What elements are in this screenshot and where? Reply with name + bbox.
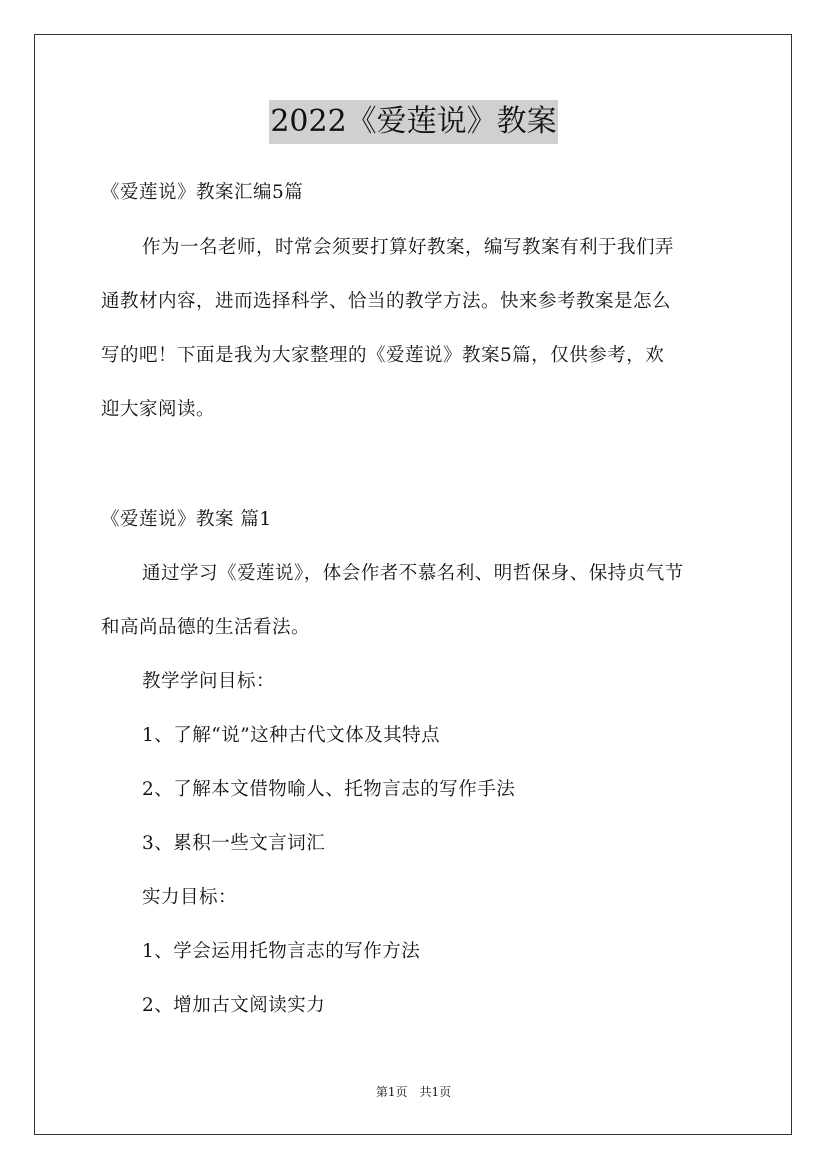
document-title: 2022《爱莲说》教案: [269, 100, 557, 144]
knowledge-goal-item: 3、累积一些文言词汇: [142, 833, 326, 854]
section-paragraph-line: 和高尚品德的生活看法。: [101, 617, 311, 638]
document-subtitle: 《爱莲说》教案汇编5篇: [101, 182, 304, 203]
section-paragraph-line: 通过学习《爱莲说》，体会作者不慕名利、明哲保身、保持贞气节: [142, 563, 684, 584]
knowledge-goal-item: 2、了解本文借物喻人、托物言志的写作手法: [142, 779, 516, 800]
intro-line: 迎大家阅读。: [101, 399, 216, 420]
intro-line: 作为一名老师，时常会须要打算好教案，编写教案有利于我们弄: [142, 237, 675, 258]
page-footer: 第1页 共1页: [375, 1085, 452, 1099]
knowledge-goals-heading: 教学学问目标：: [142, 671, 276, 692]
ability-goals-heading: 实力目标：: [142, 887, 238, 908]
title-container: [0, 100, 827, 144]
intro-line: 写的吧！下面是我为大家整理的《爱莲说》教案5篇，仅供参考，欢: [101, 345, 665, 366]
intro-line: 通教材内容，进而选择科学、恰当的教学方法。快来参考教案是怎么: [101, 291, 672, 312]
knowledge-goal-item: 1、了解“说”这种古代文体及其特点: [142, 725, 441, 746]
section-heading: 《爱莲说》教案 篇1: [101, 509, 272, 530]
ability-goal-item: 2、增加古文阅读实力: [142, 995, 326, 1016]
ability-goal-item: 1、学会运用托物言志的写作方法: [142, 941, 421, 962]
